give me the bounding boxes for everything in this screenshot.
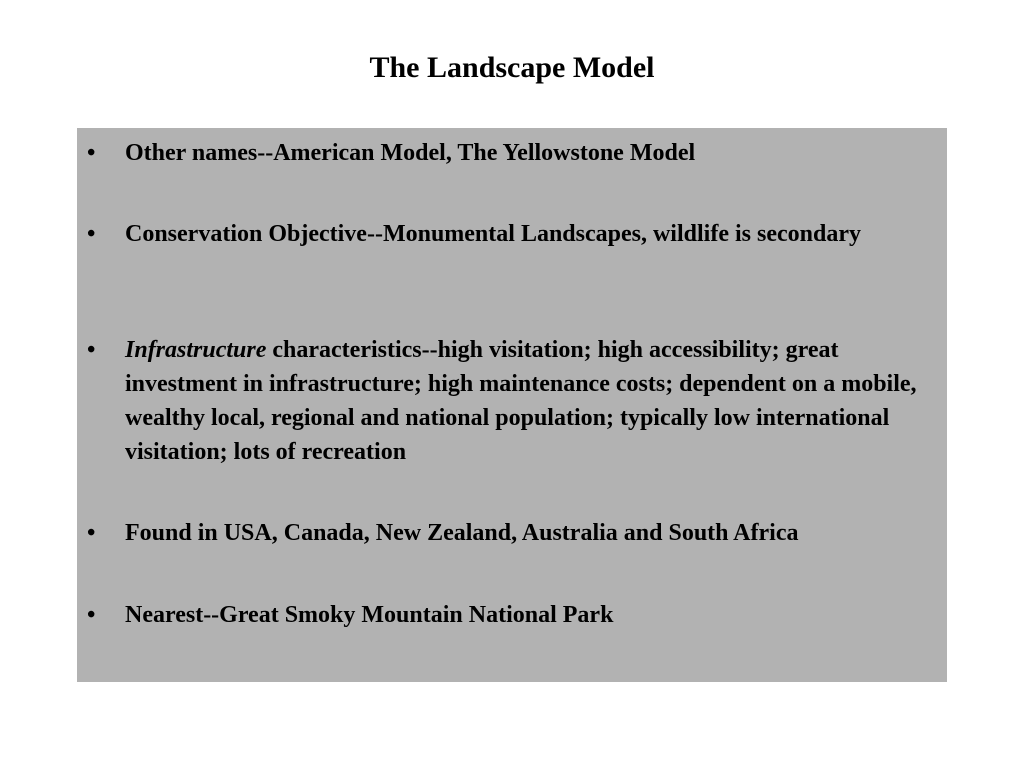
bullet-text: Found in USA, Canada, New Zealand, Australia and South Africa bbox=[125, 520, 799, 546]
bullet-text bbox=[125, 333, 940, 469]
bullet-italic-lead: Infrastructure bbox=[125, 337, 267, 363]
bullet-conservation-objective bbox=[77, 217, 947, 251]
bullet-found-in bbox=[77, 516, 947, 550]
bullet-nearest bbox=[77, 598, 947, 632]
bullet-icon: • bbox=[87, 520, 96, 546]
bullet-text: Conservation Objective--Monumental Landscapes, wildlife is secondary bbox=[125, 221, 861, 247]
content-box bbox=[77, 128, 947, 682]
bullet-infrastructure bbox=[77, 333, 947, 469]
bullet-text: Nearest--Great Smoky Mountain National Park bbox=[125, 602, 614, 628]
bullet-rest: characteristics--high visitation; high accessibility; great investment in infrastructure; high maintenance costs; dependent on a mobile, wealthy local, regional and national population; typically low international visitation; lots of recreation bbox=[125, 337, 917, 465]
slide-title: The Landscape Model bbox=[369, 51, 655, 84]
bullet-icon: • bbox=[87, 140, 96, 166]
bullet-icon: • bbox=[87, 602, 96, 628]
bullet-other-names bbox=[77, 136, 947, 170]
bullet-icon: • bbox=[87, 221, 96, 247]
bullet-icon: • bbox=[87, 337, 96, 363]
bullet-text: Other names--American Model, The Yellowstone Model bbox=[125, 140, 696, 166]
